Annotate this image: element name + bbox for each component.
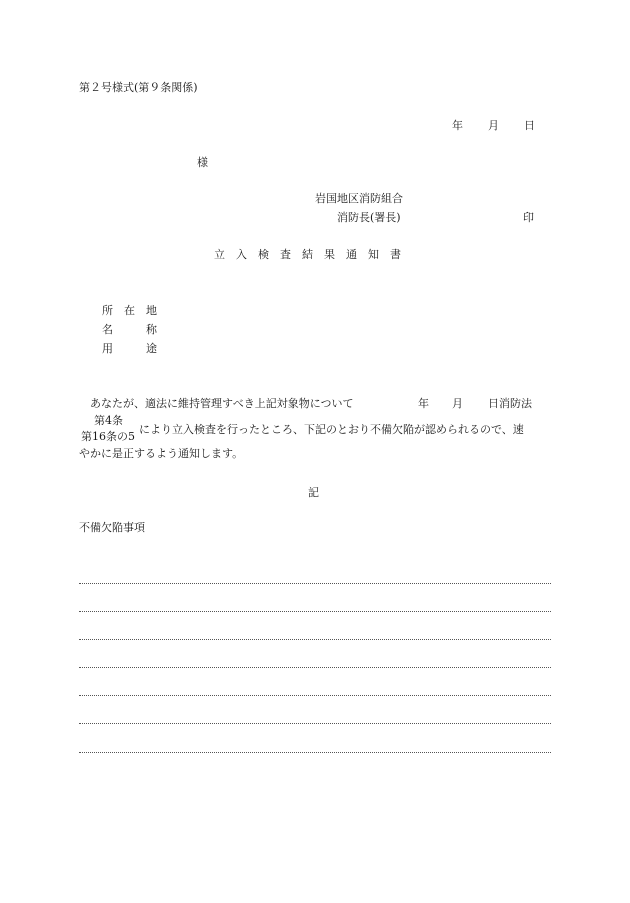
ki-heading: 記 [308, 486, 319, 499]
defect-line [79, 695, 551, 696]
addressee-suffix: 様 [197, 156, 208, 169]
article-top: 第4条 [94, 414, 123, 427]
issuer-seal: 印 [523, 211, 534, 224]
body-line3: やかに是正するよう通知します。 [79, 447, 244, 460]
defects-heading: 不備欠陥事項 [79, 521, 145, 534]
date-month: 月 [488, 119, 499, 132]
document-title: 立 入 検 査 結 果 通 知 書 [214, 248, 401, 261]
body-line1-day-law: 日消防法 [488, 397, 532, 410]
issuer-organization: 岩国地区消防組合 [315, 192, 403, 205]
date-day: 日 [524, 119, 535, 132]
date-year: 年 [452, 119, 463, 132]
field-location-label: 所 在 地 [102, 304, 157, 317]
defect-line [79, 723, 551, 724]
form-label: 第２号様式(第９条関係) [79, 81, 198, 94]
defect-line [79, 583, 551, 584]
body-line1-year: 年 [418, 397, 429, 410]
issuer-title: 消防長(署長) [337, 211, 401, 224]
defect-line [79, 611, 551, 612]
defect-line [79, 667, 551, 668]
defect-line [79, 752, 551, 753]
field-use-label: 用 途 [102, 342, 157, 355]
field-name-label: 名 称 [102, 323, 157, 336]
body-line2: により立入検査を行ったところ、下記のとおり不備欠陥が認められるので、速 [139, 423, 524, 436]
article-bottom: 第16条の5 [81, 430, 135, 443]
body-line1-month: 月 [452, 397, 463, 410]
body-line1-start: あなたが、適法に維持管理すべき上記対象物について [90, 397, 354, 410]
defect-line [79, 639, 551, 640]
